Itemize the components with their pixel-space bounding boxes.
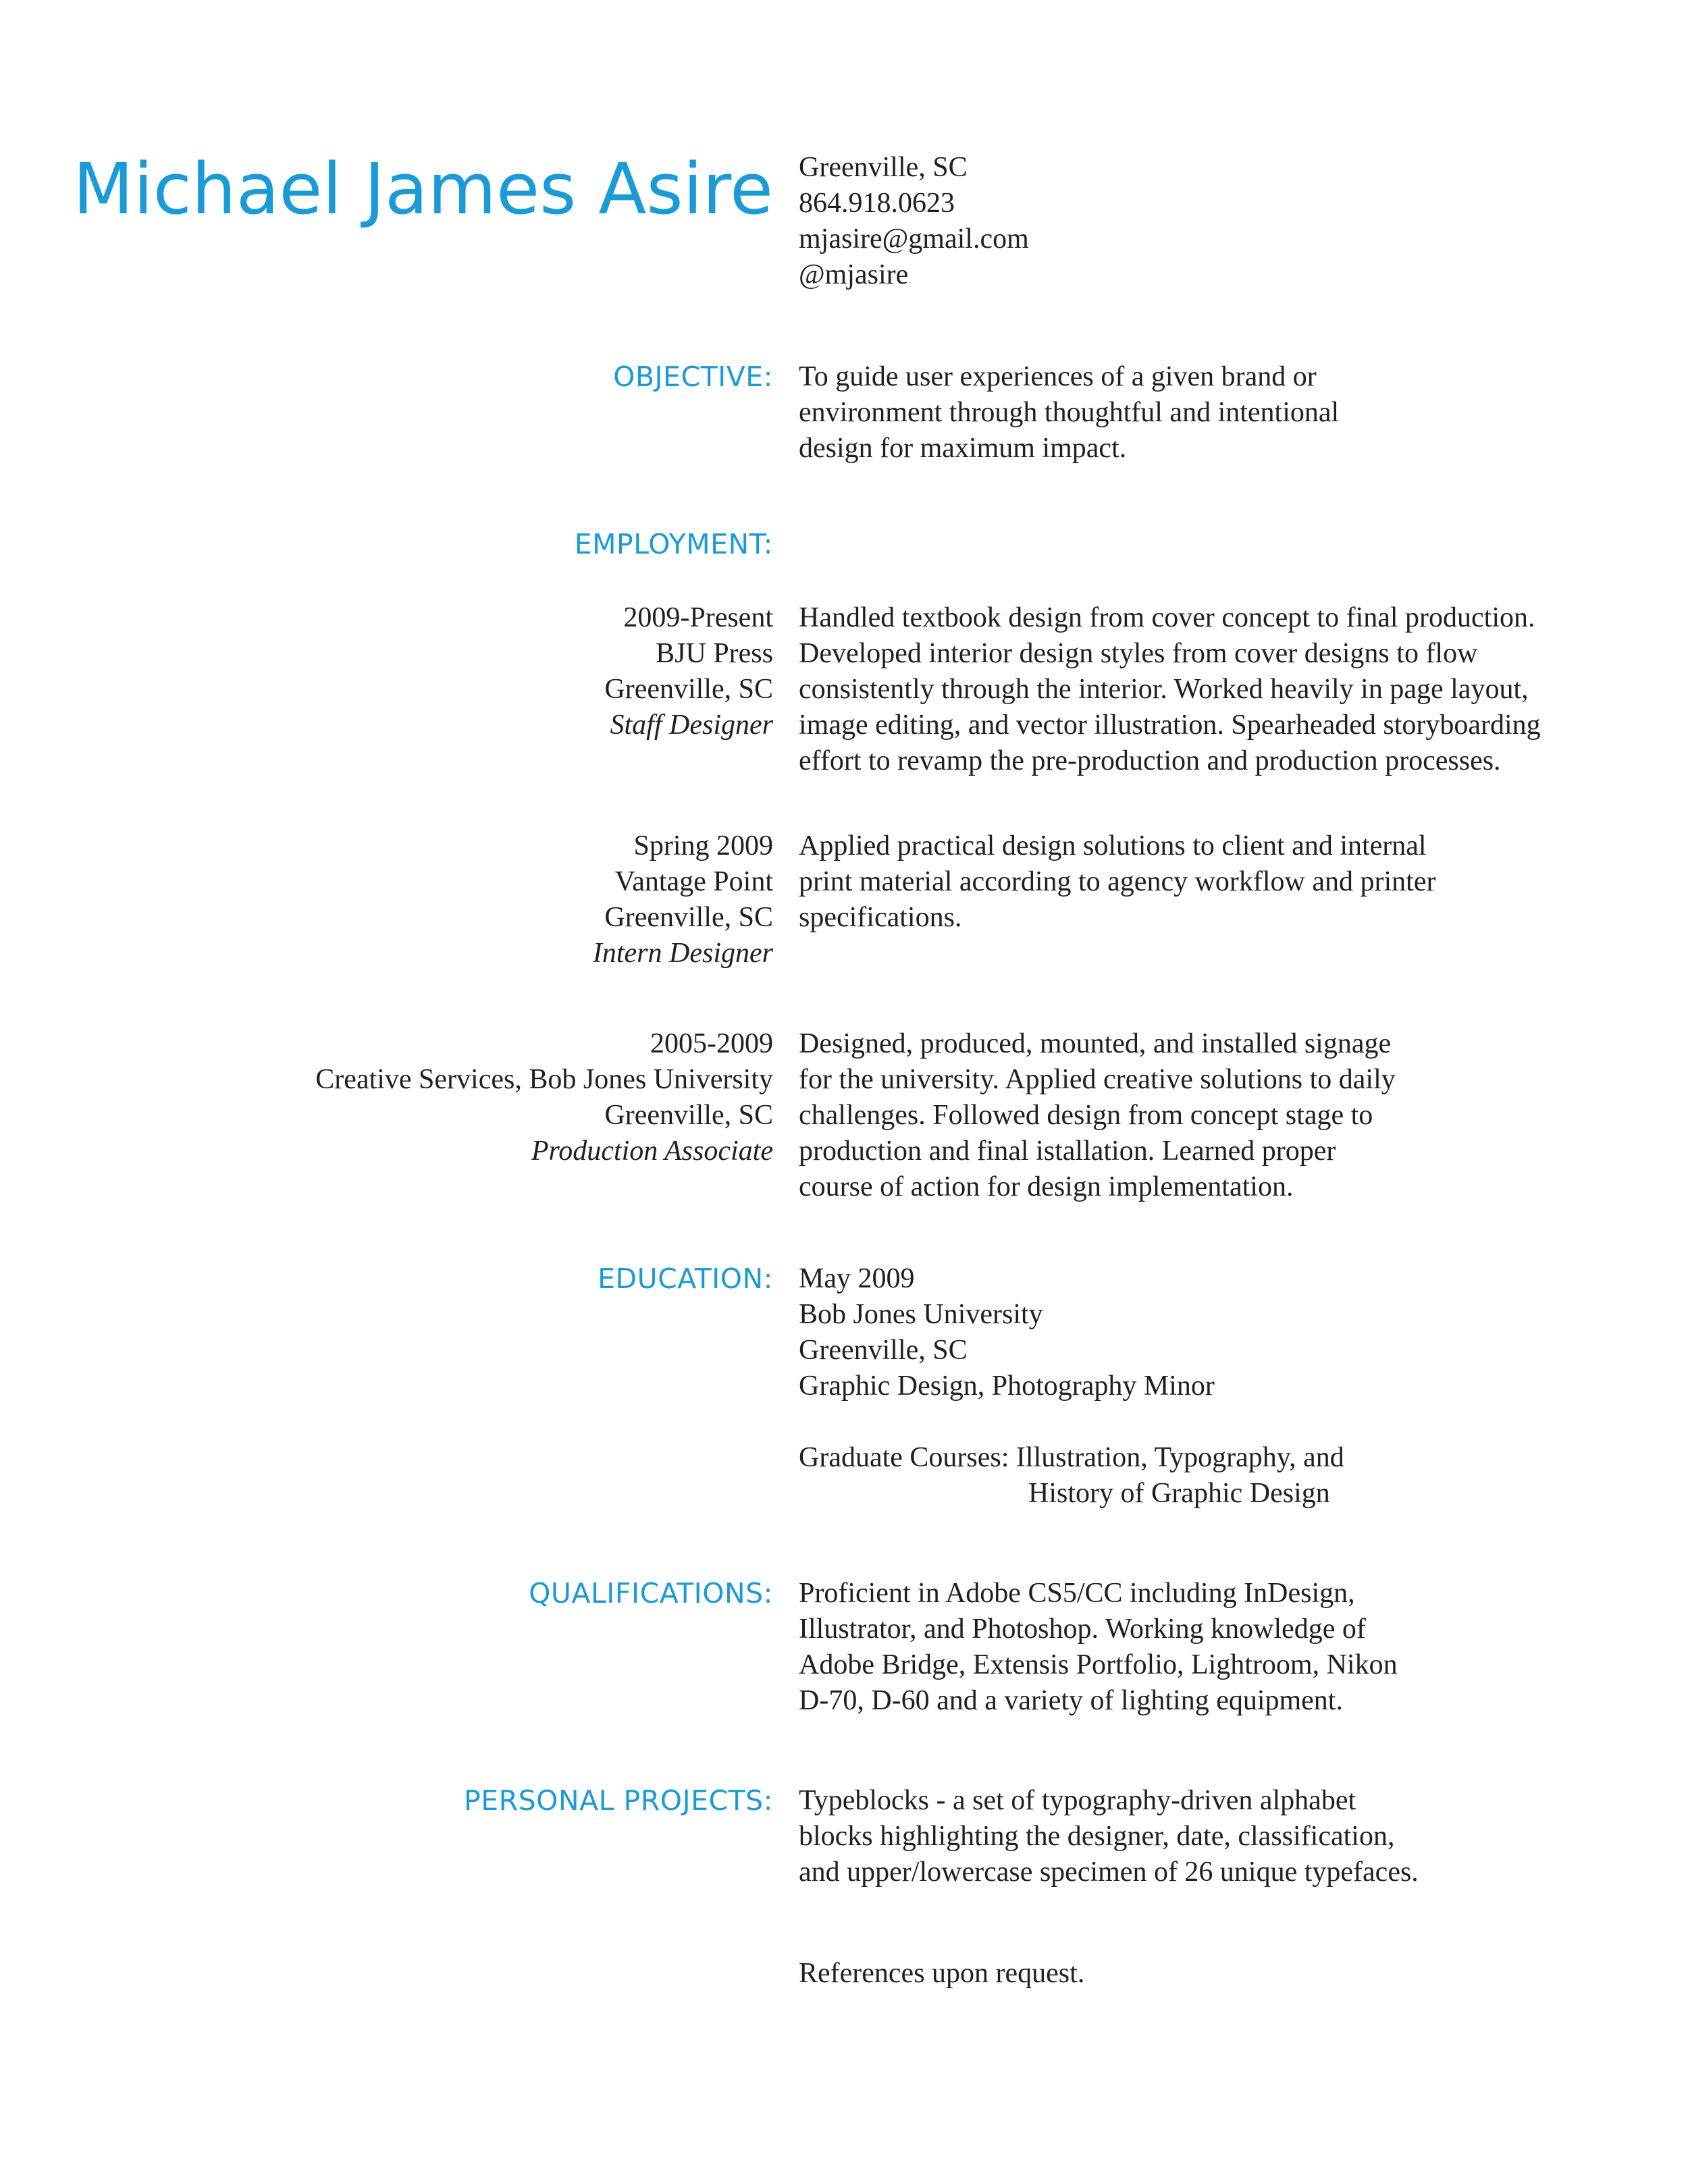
- qualifications-line: Illustrator, and Photoshop. Working knowledge of: [799, 1614, 1366, 1645]
- job-line: Applied practical design solutions to client and internal: [799, 830, 1427, 861]
- job-meta: [593, 828, 773, 971]
- job-meta: [604, 600, 773, 743]
- objective-heading: OBJECTIVE:: [613, 361, 773, 393]
- references-note: References upon request.: [799, 1958, 1085, 1989]
- objective-line: design for maximum impact.: [799, 433, 1127, 464]
- qualifications-line: Adobe Bridge, Extensis Portfolio, Lightroom, Nikon: [799, 1649, 1398, 1680]
- education-heading: EDUCATION:: [598, 1262, 773, 1295]
- job-role: Intern Designer: [592, 938, 773, 969]
- job-line: specifications.: [799, 902, 962, 933]
- job-meta: [315, 1026, 773, 1169]
- job-line: consistently through the interior. Worked heavily in page layout,: [799, 674, 1529, 705]
- job-line: image editing, and vector illustration. Spearheaded storyboarding: [799, 710, 1541, 741]
- employment-heading: EMPLOYMENT:: [574, 528, 773, 560]
- job-line: course of action for design implementation.: [799, 1171, 1294, 1202]
- job-role: Staff Designer: [610, 710, 773, 741]
- education-courses-cont: History of Graphic Design: [1028, 1478, 1330, 1509]
- job-line: production and final istallation. Learned proper: [799, 1136, 1336, 1167]
- qualifications-line: D-70, D-60 and a variety of lighting equipment.: [799, 1685, 1343, 1716]
- education-line: Bob Jones University: [799, 1299, 1043, 1330]
- job-description: [799, 1026, 1396, 1205]
- resume-name: Michael James Asire: [72, 148, 773, 230]
- personal-projects-line: blocks highlighting the designer, date, classification,: [799, 1821, 1395, 1852]
- job-role: Production Associate: [531, 1136, 773, 1167]
- job-line: challenges. Followed design from concept stage to: [799, 1100, 1373, 1131]
- job-line: effort to revamp the pre-production and production processes.: [799, 745, 1501, 776]
- education-line: May 2009: [799, 1263, 915, 1294]
- job-line: Designed, produced, mounted, and installed signage: [799, 1028, 1392, 1059]
- qualifications-text: [799, 1576, 1398, 1719]
- job-line: print material according to agency workflow and printer: [799, 866, 1436, 897]
- job-employer: Creative Services, Bob Jones University: [315, 1064, 773, 1095]
- contact-handle: @mjasire: [799, 259, 909, 290]
- objective-line: To guide user experiences of a given brand or: [799, 361, 1317, 392]
- contact-location: Greenville, SC: [799, 152, 968, 183]
- education-text: [799, 1261, 1344, 1512]
- personal-projects-line: Typeblocks - a set of typography-driven alphabet: [799, 1785, 1356, 1816]
- objective-line: environment through thoughtful and intentional: [799, 397, 1340, 428]
- contact-block: [799, 150, 1029, 293]
- job-employer: BJU Press: [656, 638, 773, 669]
- job-line: for the university. Applied creative solutions to daily: [799, 1064, 1396, 1095]
- contact-phone: 864.918.0623: [799, 188, 955, 219]
- education-courses: Graduate Courses: Illustration, Typography, and: [799, 1442, 1344, 1473]
- objective-text: [799, 359, 1339, 467]
- job-employer: Vantage Point: [614, 866, 773, 897]
- education-spacer: [799, 1404, 1344, 1440]
- job-description: [799, 600, 1541, 779]
- education-line: Greenville, SC: [799, 1335, 968, 1366]
- job-line: Developed interior design styles from cover designs to flow: [799, 638, 1478, 669]
- job-location: Greenville, SC: [604, 902, 773, 933]
- education-line: Graphic Design, Photography Minor: [799, 1370, 1215, 1402]
- personal-projects-heading: PERSONAL PROJECTS:: [464, 1784, 773, 1817]
- personal-projects-text: [799, 1783, 1419, 1890]
- job-dates: Spring 2009: [633, 830, 773, 861]
- job-dates: 2005-2009: [650, 1028, 773, 1059]
- qualifications-heading: QUALIFICATIONS:: [529, 1577, 773, 1609]
- personal-projects-line: and upper/lowercase specimen of 26 unique typefaces.: [799, 1857, 1419, 1888]
- contact-email: mjasire@gmail.com: [799, 223, 1029, 255]
- job-line: Handled textbook design from cover concept to final production.: [799, 602, 1535, 633]
- job-location: Greenville, SC: [604, 1100, 773, 1131]
- job-description: [799, 828, 1435, 936]
- job-dates: 2009-Present: [623, 602, 773, 633]
- qualifications-line: Proficient in Adobe CS5/CC including InDesign,: [799, 1578, 1355, 1609]
- job-location: Greenville, SC: [604, 674, 773, 705]
